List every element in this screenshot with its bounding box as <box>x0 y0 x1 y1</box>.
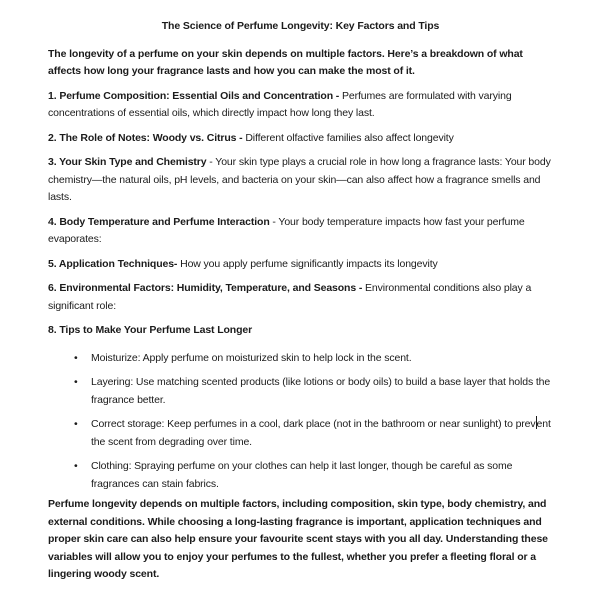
paragraph[interactable] <box>48 46 553 81</box>
paragraph[interactable] <box>48 496 553 584</box>
paragraph[interactable] <box>48 322 553 340</box>
text-run: Environmental conditions also play a significant role: <box>48 282 532 312</box>
paragraph[interactable] <box>48 214 553 249</box>
text-run: - Your skin type plays a crucial role in how long a fragrance lasts: Your body chemistry—the natural oils, pH levels, and bacteria on your skin—can also affect how a fragrance smells and lasts. <box>48 156 551 203</box>
text-run: Moisturize: Apply perfume on moisturized skin to help lock in the scent. <box>91 351 412 364</box>
document-title[interactable] <box>48 18 553 36</box>
paragraph[interactable] <box>48 88 553 123</box>
text-run: 4. Body Temperature and Perfume Interaction <box>48 215 270 228</box>
text-run: 8. Tips to Make Your Perfume Last Longer <box>48 324 253 336</box>
bullet-list <box>48 350 553 494</box>
text-run: Correct storage: Keep perfumes in a cool, dark place (not in the bathroom or near sunlight) to prev <box>91 418 536 430</box>
text-run: Perfume longevity depends on multiple factors, including composition, skin type, body chemistry, and external conditions. While choosing a long-lasting fragrance is important, application techniques and proper skin care can also help ensure your favourite scent stays with you all day. Understanding these variables will allow you to enjoy your perfumes to the fullest, whether you prefer a fleeting floral or a lingering woody scent. <box>48 498 548 580</box>
text-run: ent the scent from degrading over time. <box>91 418 551 448</box>
text-run: Layering: Use matching scented products (like lotions or body oils) to build a base layer that holds the fragrance better. <box>91 376 551 406</box>
paragraph[interactable] <box>48 130 553 148</box>
paragraph[interactable] <box>48 280 553 315</box>
bullet-item[interactable] <box>91 374 553 409</box>
text-run: 6. Environmental Factors: Humidity, Temperature, and Seasons - <box>48 282 366 294</box>
text-run: Different olfactive families also affect longevity <box>245 131 454 144</box>
text-run: The longevity of a perfume on your skin depends on multiple factors. Here’s a breakdown of what affects how long your fragrance lasts and how you can make the most of it. <box>48 47 523 77</box>
text-run: 1. Perfume Composition: Essential Oils and Concentration - <box>48 89 342 102</box>
bullet-item[interactable] <box>91 416 553 451</box>
text-run: 3. Your Skin Type and Chemistry <box>48 156 207 168</box>
paragraph[interactable] <box>48 256 553 274</box>
text-run: Clothing: Spraying perfume on your clothes can help it last longer, though be careful as some fragrances can stain fabrics. <box>91 460 513 490</box>
text-run: - Your body temperature impacts how fast your perfume evaporates: <box>48 215 525 245</box>
text-run: Perfumes are formulated with varying concentrations of essential oils, which directly impact how long they last. <box>48 89 512 119</box>
bullet-item[interactable] <box>91 350 553 368</box>
paragraph[interactable] <box>48 154 553 207</box>
bullet-item[interactable] <box>91 458 553 493</box>
text-run: 5. Application Techniques- <box>48 257 181 270</box>
text-run: 2. The Role of Notes: Woody vs. Citrus - <box>48 131 246 144</box>
text-run: How you apply perfume significantly impacts its longevity <box>180 257 438 270</box>
text-run: The Science of Perfume Longevity: Key Factors and Tips <box>161 20 440 32</box>
